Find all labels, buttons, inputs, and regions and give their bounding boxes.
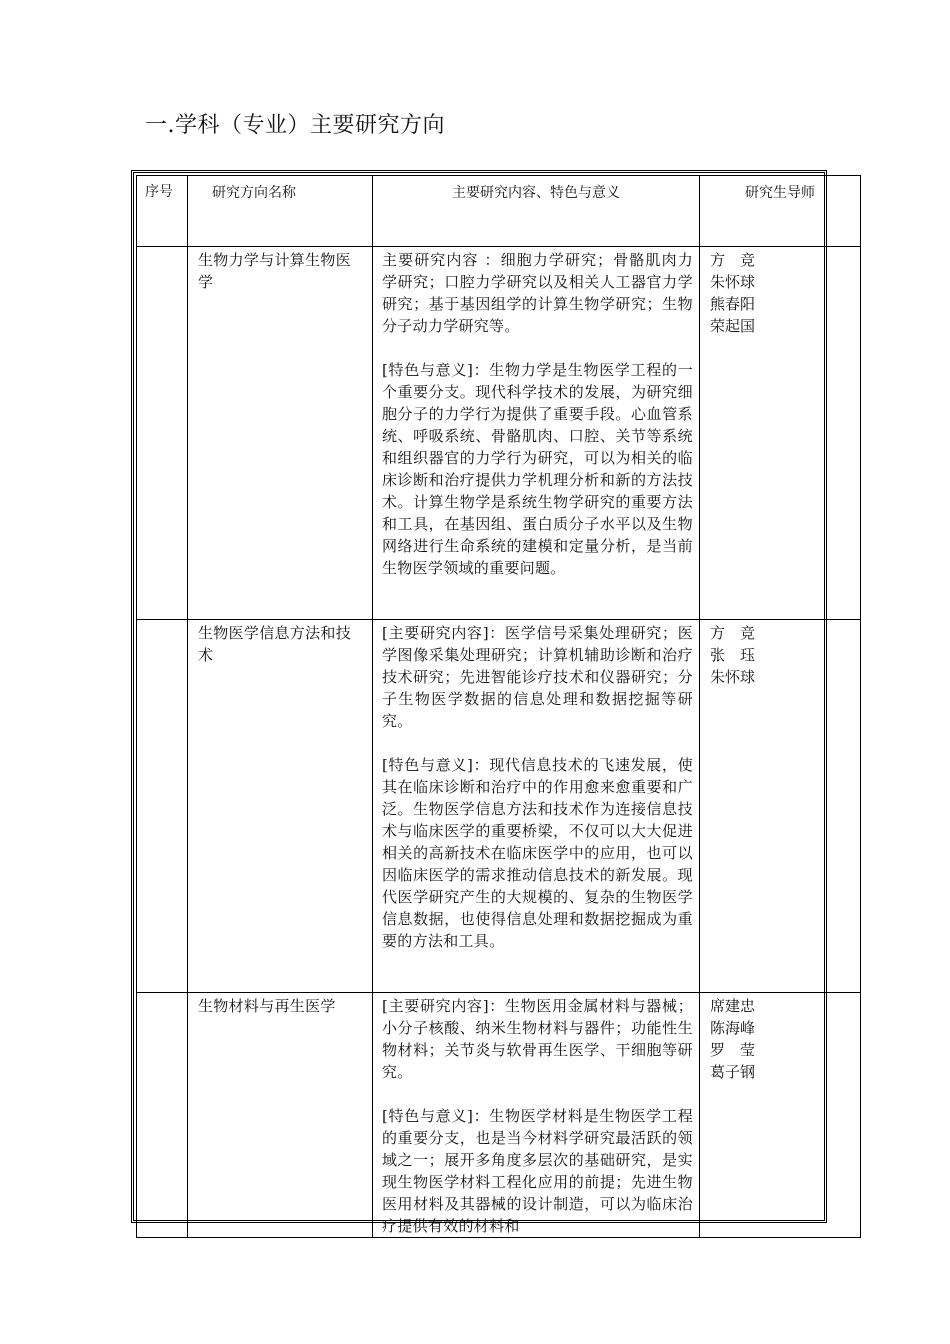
main-content-text: 主要研究内容 ：细胞力学研究；骨骼肌肉力学研究；口腔力学研究以及相关人工器官力学研究；基于基因组学的计算生物学研究；生物分子动力学研究等。 — [382, 251, 693, 335]
seq-cell — [137, 247, 188, 620]
direction-content — [373, 993, 700, 1238]
advisor-name: 方 竞 — [710, 251, 756, 269]
advisor-name: 荣起国 — [710, 317, 756, 335]
direction-content — [373, 247, 700, 620]
main-content-text: [主要研究内容]：生物医用金属材料与器械；小分子核酸、纳米生物材料与器件；功能性生物材料；关节炎与软骨再生医学、干细胞等研究。 — [382, 997, 693, 1081]
research-directions-table-frame — [131, 170, 827, 1235]
feature-text: [特色与意义]：现代信息技术的飞速发展，使其在临床诊断和治疗中的作用愈来愈重要和广泛。生物医学信息方法和技术作为连接信息技术与临床医学的重要桥梁，不仅可以大大促进相关的高新技术在临床医学中的应用，也可以因临床医学的需求推动信息技术的新发展。现代医学研究产生的大规模的、复杂的生物医学信息数据，也使得信息处理和数据挖掘成为重要的方法和工具。 — [382, 756, 693, 950]
direction-content — [373, 620, 700, 993]
advisor-name: 席建忠 — [710, 997, 756, 1015]
table-row — [137, 247, 861, 620]
feature-text: [特色与意义]：生物力学是生物医学工程的一个重要分支。现代科学技术的发展，为研究细胞分子的力学行为提供了重要手段。心血管系统、呼吸系统、骨骼肌肉、口腔、关节等系统和组织器官的力学行为研究，可以为相关的临床诊断和治疗提供力学机理分析和新的方法技术。计算生物学是系统生物学研究的重要方法和工具，在基因组、蛋白质分子水平以及生物网络进行生命系统的建模和定量分析，是当前生物医学领域的重要问题。 — [382, 361, 693, 577]
advisor-name: 朱怀球 — [710, 273, 756, 291]
advisor-name: 朱怀球 — [710, 668, 756, 686]
table-row — [137, 620, 861, 993]
advisor-name: 方 竞 — [710, 624, 756, 642]
table-header-row — [137, 176, 861, 247]
seq-cell — [137, 993, 188, 1238]
advisor-list — [700, 620, 861, 993]
seq-cell — [137, 620, 188, 993]
feature-text: [特色与意义]：生物医学材料是生物医学工程的重要分支，也是当今材料学研究最活跃的领域之一；展开多角度多层次的基础研究，是实现生物医学材料工程化应用的前提；先进生物医用材料及其器械的设计制造，可以为临床治疗提供有效的材料和 — [382, 1107, 693, 1235]
advisor-list — [700, 247, 861, 620]
direction-name: 生物力学与计算生物医学 — [188, 247, 373, 620]
main-content-text: [主要研究内容]：医学信号采集处理研究；医学图像采集处理研究；计算机辅助诊断和治疗技术研究；先进智能诊疗技术和仪器研究；分子生物医学数据的信息处理和数据挖掘等研究。 — [382, 624, 693, 730]
header-content: 主要研究内容、特色与意义 — [373, 176, 700, 247]
header-seq: 序号 — [137, 176, 188, 247]
advisor-name: 张 珏 — [710, 646, 756, 664]
advisor-name: 熊春阳 — [710, 295, 756, 313]
advisor-name: 罗 莹 — [710, 1041, 756, 1059]
page-title: 一.学科（专业）主要研究方向 — [145, 113, 445, 138]
research-directions-table — [136, 175, 861, 1238]
header-advisor: 研究生导师 — [700, 176, 861, 247]
advisor-name: 葛子钢 — [710, 1063, 756, 1081]
header-name: 研究方向名称 — [188, 176, 373, 247]
table-row — [137, 993, 861, 1238]
direction-name: 生物材料与再生医学 — [188, 993, 373, 1238]
advisor-name: 陈海峰 — [710, 1019, 756, 1037]
advisor-list — [700, 993, 861, 1238]
direction-name: 生物医学信息方法和技术 — [188, 620, 373, 993]
